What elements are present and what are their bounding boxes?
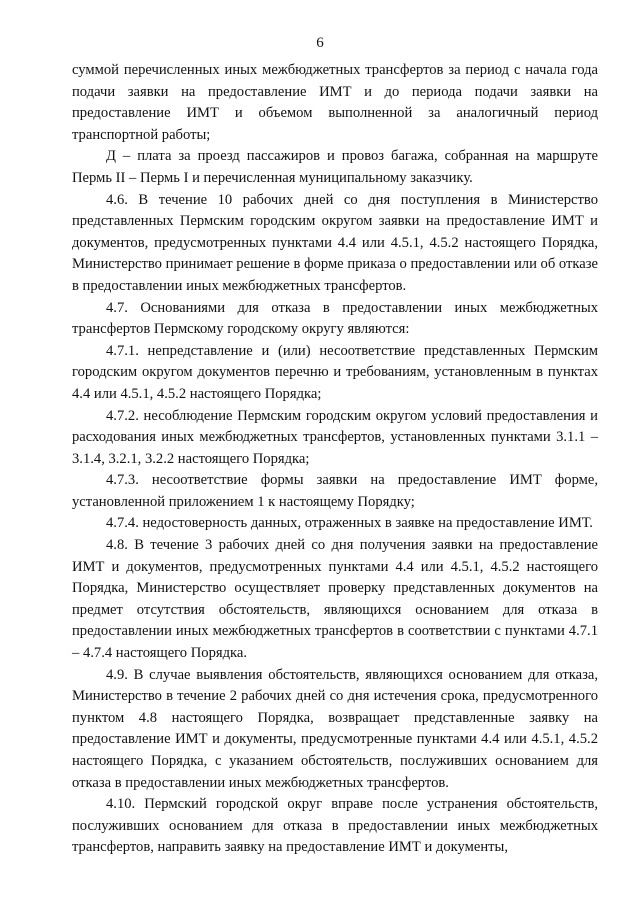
paragraph-4-7-4: 4.7.4. недостоверность данных, отраженных в заявке на предоставление ИМТ. bbox=[106, 515, 593, 532]
paragraph-4-9: 4.9. В случае выявления обстоятельств, являющихся основанием для отказа, Министерство в течение 2 рабочих дней со дня истечения срока, предусмотренного пунктом 4.8 настоящего Порядка, возвращает представленные заявку на предоставление ИМТ и документы, предусмотренные пунктами 4.4 или 4.5.1, 4.5.2 настоящего Порядка, с указанием обстоятельств, послуживших основанием для отказа в предоставлении иных межбюджетных трансфертов. bbox=[72, 666, 598, 791]
paragraph-4-6: 4.6. В течение 10 рабочих дней со дня поступления в Министерство представленных Пермским городским округом заявки на предоставление ИМТ и документов, предусмотренных пунктами 4.4 или 4.5.1, 4.5.2 настоящего Порядка, Министерство принимает решение в форме приказа о предоставлении или об отказе в предоставлении иных межбюджетных трансфертов. bbox=[72, 191, 598, 294]
paragraph-4-7-2: 4.7.2. несоблюдение Пермским городским округом условий предоставления и расходования иных межбюджетных трансфертов, установленных пунктами 3.1.1 – 3.1.4, 3.2.1, 3.2.2 настоящего Порядка; bbox=[72, 407, 598, 467]
page-number: 6 bbox=[316, 35, 324, 51]
document-body bbox=[72, 60, 598, 859]
paragraph-4-7-3: 4.7.3. несоответствие формы заявки на предоставление ИМТ форме, установленной приложением 1 к настоящему Порядку; bbox=[72, 472, 598, 510]
paragraph-4-7: 4.7. Основаниями для отказа в предоставлении иных межбюджетных трансфертов Пермскому городскому округу являются: bbox=[72, 299, 598, 338]
paragraph-4-7-1: 4.7.1. непредставление и (или) несоответствие представленных Пермским городским округом документов перечню и требованиям, установленным в пунктах 4.4 или 4.5.1, 4.5.2 настоящего Порядка; bbox=[72, 342, 598, 402]
paragraph-4-8: 4.8. В течение 3 рабочих дней со дня получения заявки на предоставление ИМТ и документов, предусмотренных пунктами 4.4 или 4.5.1, 4.5.2 настоящего Порядка, Министерство осуществляет проверку представленных документов на предмет отсутствия обстоятельств, являющихся основанием для отказа в предоставлении иных межбюджетных трансфертов в соответствии с пунктами 4.7.1 – 4.7.4 настоящего Порядка. bbox=[72, 537, 598, 662]
paragraph-4-10: 4.10. Пермский городской округ вправе после устранения обстоятельств, послуживших основанием для отказа в предоставлении иных межбюджетных трансфертов, направить заявку на предоставление ИМТ и документы, bbox=[72, 796, 598, 856]
paragraph-d-fare: Д – плата за проезд пассажиров и провоз багажа, собранная на маршруте Пермь II – Пермь I и перечисленная муниципальному заказчику. bbox=[72, 148, 598, 186]
paragraph-continuation: суммой перечисленных иных межбюджетных трансфертов за период с начала года подачи заявки на предоставление ИМТ и до периода подачи заявки на предоставление ИМТ и объемом выполненной за аналогичный период транспортной работы; bbox=[72, 62, 598, 143]
